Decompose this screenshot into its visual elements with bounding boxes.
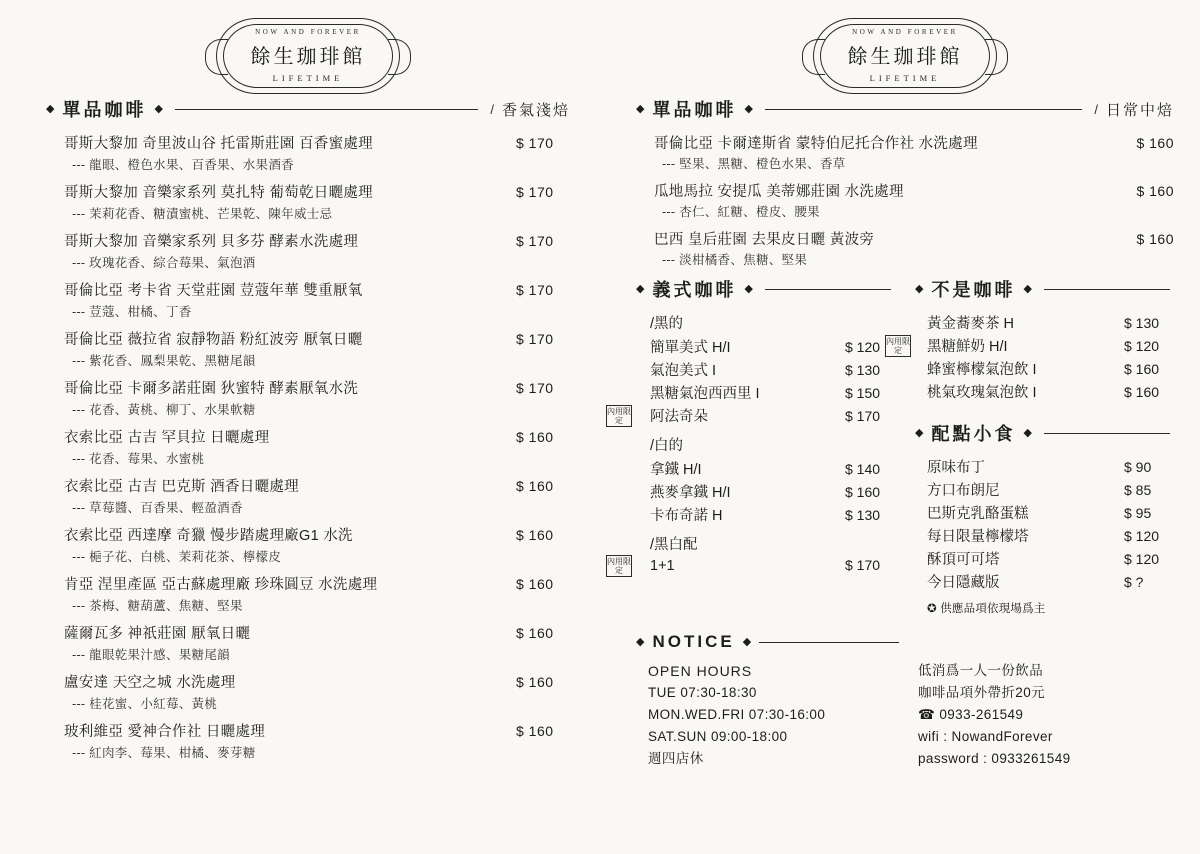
hours-line: TUE 07:30-18:30 bbox=[648, 685, 757, 700]
item-price: $ 160 bbox=[1136, 135, 1174, 151]
item-price: $ 170 bbox=[516, 135, 554, 151]
item-name: 酥頂可可塔 bbox=[927, 552, 1000, 568]
section-title: 義式咖啡 bbox=[652, 280, 737, 300]
item-price: $ ? bbox=[1124, 574, 1144, 590]
group-label-black: /黑的 bbox=[650, 316, 684, 332]
list-item bbox=[636, 481, 895, 502]
logo-name: 餘生珈琲館 bbox=[250, 46, 366, 68]
dine-in-only-badge: 內用限定 bbox=[607, 556, 631, 575]
item-name: 哥斯大黎加 奇里波山谷 托雷斯莊園 百香蜜處理 bbox=[64, 136, 373, 152]
item-note: --- 堅果、黑糖、橙色水果、香草 bbox=[662, 157, 846, 171]
list-item bbox=[46, 573, 570, 594]
logo-tagline: NOW AND FOREVER bbox=[255, 28, 361, 36]
espresso-and-other-sections bbox=[607, 276, 1174, 616]
item-name: 黑糖鮮奶 H/I bbox=[927, 339, 1008, 355]
list-item bbox=[46, 230, 570, 251]
item-price: $ 170 bbox=[516, 380, 554, 396]
item-name: 盧安達 天空之城 水洗處理 bbox=[64, 675, 236, 691]
item-name: 巴西 皇后莊園 去果皮日曬 黃波旁 bbox=[654, 232, 875, 248]
item-note: --- 花香、莓果、水蜜桃 bbox=[72, 452, 205, 466]
item-price: $ 170 bbox=[516, 233, 554, 249]
divider bbox=[765, 109, 1082, 110]
item-name: 衣索比亞 西達摩 奇獵 慢步踏處理廠G1 水洗 bbox=[64, 528, 353, 544]
item-name: 燕麥拿鐵 H/I bbox=[650, 485, 731, 501]
slash-separator: / bbox=[1094, 101, 1098, 117]
item-name: 薩爾瓦多 神祇莊園 厭氧日曬 bbox=[64, 626, 251, 642]
item-name: 巴斯克乳酪蛋糕 bbox=[927, 506, 1029, 522]
item-price: $ 90 bbox=[1124, 459, 1152, 475]
list-item bbox=[915, 571, 1174, 592]
item-price: $ 130 bbox=[845, 362, 881, 378]
item-price: $ 120 bbox=[845, 339, 881, 355]
not-coffee-list bbox=[886, 312, 1174, 402]
item-note: --- 紫花香、鳳梨果乾、黑糖尾韻 bbox=[72, 354, 256, 368]
item-name: 衣索比亞 古吉 巴克斯 酒香日曬處理 bbox=[64, 479, 299, 495]
list-item bbox=[915, 312, 1174, 333]
logo-name: 餘生珈琲館 bbox=[847, 46, 963, 68]
item-price: $ 160 bbox=[1136, 231, 1174, 247]
section-subtitle: 日常中焙 bbox=[1105, 101, 1174, 119]
list-item bbox=[636, 336, 895, 357]
section-header-snacks bbox=[915, 420, 1174, 446]
list-item bbox=[46, 426, 570, 447]
dine-in-only-badge: 內用限定 bbox=[607, 406, 631, 425]
item-name: 氣泡美式 I bbox=[650, 363, 717, 379]
list-item bbox=[636, 180, 1174, 201]
list-item bbox=[915, 479, 1174, 500]
item-note: --- 淡柑橘香、焦糖、堅果 bbox=[662, 253, 808, 267]
item-price: $ 170 bbox=[516, 331, 554, 347]
list-item bbox=[636, 228, 1174, 249]
item-note: --- 玫瑰花香、綜合莓果、氣泡酒 bbox=[72, 256, 256, 270]
item-name: 哥倫比亞 薇拉省 寂靜物語 粉紅波旁 厭氧日曬 bbox=[64, 332, 363, 348]
item-price: $ 170 bbox=[516, 282, 554, 298]
item-name: 原味布丁 bbox=[927, 460, 985, 476]
phone-line: ☎ 0933-261549 bbox=[918, 707, 1024, 722]
list-item bbox=[886, 335, 1174, 356]
diamond-icon: ◆ bbox=[636, 282, 645, 295]
group-label-mixed: /黑白配 bbox=[650, 537, 698, 553]
diamond-icon: ◆ bbox=[1023, 282, 1032, 295]
section-header-espresso bbox=[636, 276, 895, 302]
notice-body bbox=[636, 660, 1174, 770]
right-column bbox=[600, 0, 1200, 854]
item-price: $ 140 bbox=[845, 461, 881, 477]
password-line: password : 0933261549 bbox=[918, 751, 1071, 766]
notice-header bbox=[636, 632, 1174, 652]
diamond-icon: ◆ bbox=[636, 102, 645, 115]
info-line: 低消爲一人一份飲品 bbox=[918, 663, 1044, 678]
diamond-icon: ◆ bbox=[915, 282, 924, 295]
item-note: --- 梔子花、白桃、茉莉花茶、檸檬皮 bbox=[72, 550, 282, 564]
list-item bbox=[46, 279, 570, 300]
item-name: 拿鐵 H/I bbox=[650, 462, 702, 478]
list-item bbox=[46, 622, 570, 643]
item-note: --- 荳蔻、柑橘、丁香 bbox=[72, 305, 192, 319]
dine-in-only-badge: 內用限定 bbox=[886, 336, 910, 355]
section-title: 配點小食 bbox=[931, 424, 1016, 444]
list-item bbox=[636, 382, 895, 403]
item-name: 卡布奇諾 H bbox=[650, 508, 723, 524]
item-note: --- 桂花蜜、小紅莓、黃桃 bbox=[72, 697, 218, 711]
item-price: $ 160 bbox=[1124, 384, 1160, 400]
divider bbox=[1044, 289, 1170, 290]
diamond-icon: ◆ bbox=[742, 635, 752, 648]
item-price: $ 120 bbox=[1124, 528, 1160, 544]
item-price: $ 160 bbox=[516, 429, 554, 445]
item-price: $ 160 bbox=[516, 723, 554, 739]
list-item bbox=[46, 328, 570, 349]
item-name: 桃氣玫瑰氣泡飲 I bbox=[927, 385, 1037, 401]
item-price: $ 160 bbox=[516, 527, 554, 543]
logo-tagline: NOW AND FOREVER bbox=[852, 28, 958, 36]
wifi-line: wifi : NowandForever bbox=[918, 729, 1053, 744]
divider bbox=[175, 109, 478, 110]
info-line: 咖啡品項外帶折20元 bbox=[918, 685, 1046, 700]
divider bbox=[759, 642, 899, 643]
list-item bbox=[915, 381, 1174, 402]
item-name: 黑糖氣泡西西里 I bbox=[650, 386, 760, 402]
item-price: $ 160 bbox=[845, 484, 881, 500]
item-note: --- 龍眼、橙色水果、百香果、水果酒香 bbox=[72, 158, 294, 172]
list-item bbox=[46, 475, 570, 496]
list-item bbox=[46, 181, 570, 202]
item-price: $ 170 bbox=[516, 184, 554, 200]
hours-line: SAT.SUN 09:00-18:00 bbox=[648, 729, 788, 744]
section-header-not-coffee bbox=[915, 276, 1174, 302]
item-price: $ 170 bbox=[845, 408, 881, 424]
item-note: --- 花香、黃桃、柳丁、水果軟糖 bbox=[72, 403, 256, 417]
list-item bbox=[636, 458, 895, 479]
left-item-list bbox=[46, 132, 570, 761]
diamond-icon: ◆ bbox=[636, 635, 645, 648]
item-name: 肯亞 涅里產區 亞古蘇處理廠 珍珠圓豆 水洗處理 bbox=[64, 577, 378, 593]
item-note: --- 紅肉李、莓果、柑橘、麥芽糖 bbox=[72, 746, 256, 760]
list-item bbox=[607, 556, 895, 575]
section-subtitle: 香氣淺焙 bbox=[501, 101, 570, 119]
list-item bbox=[46, 671, 570, 692]
item-price: $ 160 bbox=[1136, 183, 1174, 199]
item-name: 1+1 bbox=[650, 558, 675, 574]
item-price: $ 150 bbox=[845, 385, 881, 401]
divider bbox=[1044, 433, 1170, 434]
item-note: --- 茶梅、糖葫蘆、焦糖、堅果 bbox=[72, 599, 243, 613]
item-note: --- 草莓醬、百香果、輕盈酒香 bbox=[72, 501, 243, 515]
list-item bbox=[46, 524, 570, 545]
item-name: 哥斯大黎加 音樂家系列 貝多芬 酵素水洗處理 bbox=[64, 234, 359, 250]
section-title: 單品咖啡 bbox=[62, 100, 147, 120]
item-note: --- 茉莉花香、糖漬蜜桃、芒果乾、陳年威士忌 bbox=[72, 207, 333, 221]
divider bbox=[765, 289, 891, 290]
diamond-icon: ◆ bbox=[154, 102, 163, 115]
item-name: 阿法奇朵 bbox=[650, 409, 708, 425]
item-name: 衣索比亞 古吉 罕貝拉 日曬處理 bbox=[64, 430, 270, 446]
not-coffee-and-snacks bbox=[886, 276, 1174, 616]
item-name: 每日限量檸檬塔 bbox=[927, 529, 1029, 545]
section-title: 不是咖啡 bbox=[931, 280, 1016, 300]
list-item bbox=[636, 359, 895, 380]
item-price: $ 130 bbox=[1124, 315, 1160, 331]
item-price: $ 120 bbox=[1124, 338, 1160, 354]
espresso-section bbox=[607, 276, 895, 616]
snacks-list bbox=[915, 456, 1174, 592]
list-item bbox=[46, 377, 570, 398]
item-name: 哥斯大黎加 音樂家系列 莫扎特 葡萄乾日曬處理 bbox=[64, 185, 373, 201]
list-item bbox=[46, 132, 570, 153]
diamond-icon: ◆ bbox=[744, 282, 753, 295]
item-price: $ 160 bbox=[516, 576, 554, 592]
notice-title: NOTICE bbox=[652, 632, 735, 651]
list-item bbox=[915, 525, 1174, 546]
item-price: $ 95 bbox=[1124, 505, 1152, 521]
hours-line: 週四店休 bbox=[648, 751, 704, 766]
item-price: $ 160 bbox=[516, 478, 554, 494]
item-name: 瓜地馬拉 安提瓜 美蒂娜莊園 水洗處理 bbox=[654, 184, 904, 200]
store-info bbox=[908, 660, 1174, 770]
item-price: $ 160 bbox=[516, 674, 554, 690]
item-name: 玻利維亞 愛神合作社 日曬處理 bbox=[64, 724, 266, 740]
list-item bbox=[915, 456, 1174, 477]
list-item bbox=[915, 502, 1174, 523]
list-item bbox=[636, 132, 1174, 153]
item-name: 簡單美式 H/I bbox=[650, 340, 731, 356]
item-name: 哥倫比亞 卡爾多諾莊園 狄蜜特 酵素厭氧水洗 bbox=[64, 381, 359, 397]
diamond-icon: ◆ bbox=[46, 102, 55, 115]
list-item bbox=[607, 405, 895, 426]
hours-line: MON.WED.FRI 07:30-16:00 bbox=[648, 707, 826, 722]
item-price: $ 120 bbox=[1124, 551, 1160, 567]
item-price: $ 160 bbox=[1124, 361, 1160, 377]
item-name: 蜂蜜檸檬氣泡飲 I bbox=[927, 362, 1037, 378]
item-name: 哥倫比亞 卡爾達斯省 蒙特伯尼托合作社 水洗處理 bbox=[654, 136, 978, 152]
section-header-single-origin-light bbox=[46, 96, 570, 122]
right-single-origin-list bbox=[636, 132, 1174, 268]
diamond-icon: ◆ bbox=[744, 102, 753, 115]
list-item bbox=[915, 548, 1174, 569]
logo-left bbox=[46, 0, 570, 96]
diamond-icon: ◆ bbox=[915, 426, 924, 439]
item-note: --- 杏仁、紅糖、橙皮、腰果 bbox=[662, 205, 820, 219]
list-item bbox=[46, 720, 570, 741]
item-name: 方口布朗尼 bbox=[927, 483, 1000, 499]
section-title: 單品咖啡 bbox=[652, 100, 737, 120]
notice-section bbox=[636, 632, 1174, 770]
slash-separator: / bbox=[490, 101, 494, 117]
snacks-footnote: ✪ 供應品項依現場爲主 bbox=[927, 603, 1046, 615]
item-price: $ 170 bbox=[845, 557, 881, 573]
item-name: 黃金蕎麥茶 H bbox=[927, 316, 1014, 332]
logo-right bbox=[636, 0, 1174, 96]
diamond-icon: ◆ bbox=[1023, 426, 1032, 439]
item-name: 今日隱藏版 bbox=[927, 575, 1000, 591]
item-note: --- 龍眼乾果汁感、果糖尾韻 bbox=[72, 648, 230, 662]
item-name: 哥倫比亞 考卡省 天堂莊園 荳蔻年華 雙重厭氧 bbox=[64, 283, 363, 299]
logo-subtitle: LIFETIME bbox=[272, 73, 344, 83]
opening-hours bbox=[636, 660, 908, 770]
group-label-white: /白的 bbox=[650, 438, 684, 454]
item-price: $ 160 bbox=[516, 625, 554, 641]
section-header-single-origin-medium bbox=[636, 96, 1174, 122]
item-price: $ 85 bbox=[1124, 482, 1152, 498]
logo-subtitle: LIFETIME bbox=[869, 73, 941, 83]
list-item bbox=[915, 358, 1174, 379]
open-hours-label: OPEN HOURS bbox=[648, 663, 753, 679]
item-price: $ 130 bbox=[845, 507, 881, 523]
list-item bbox=[636, 504, 895, 525]
